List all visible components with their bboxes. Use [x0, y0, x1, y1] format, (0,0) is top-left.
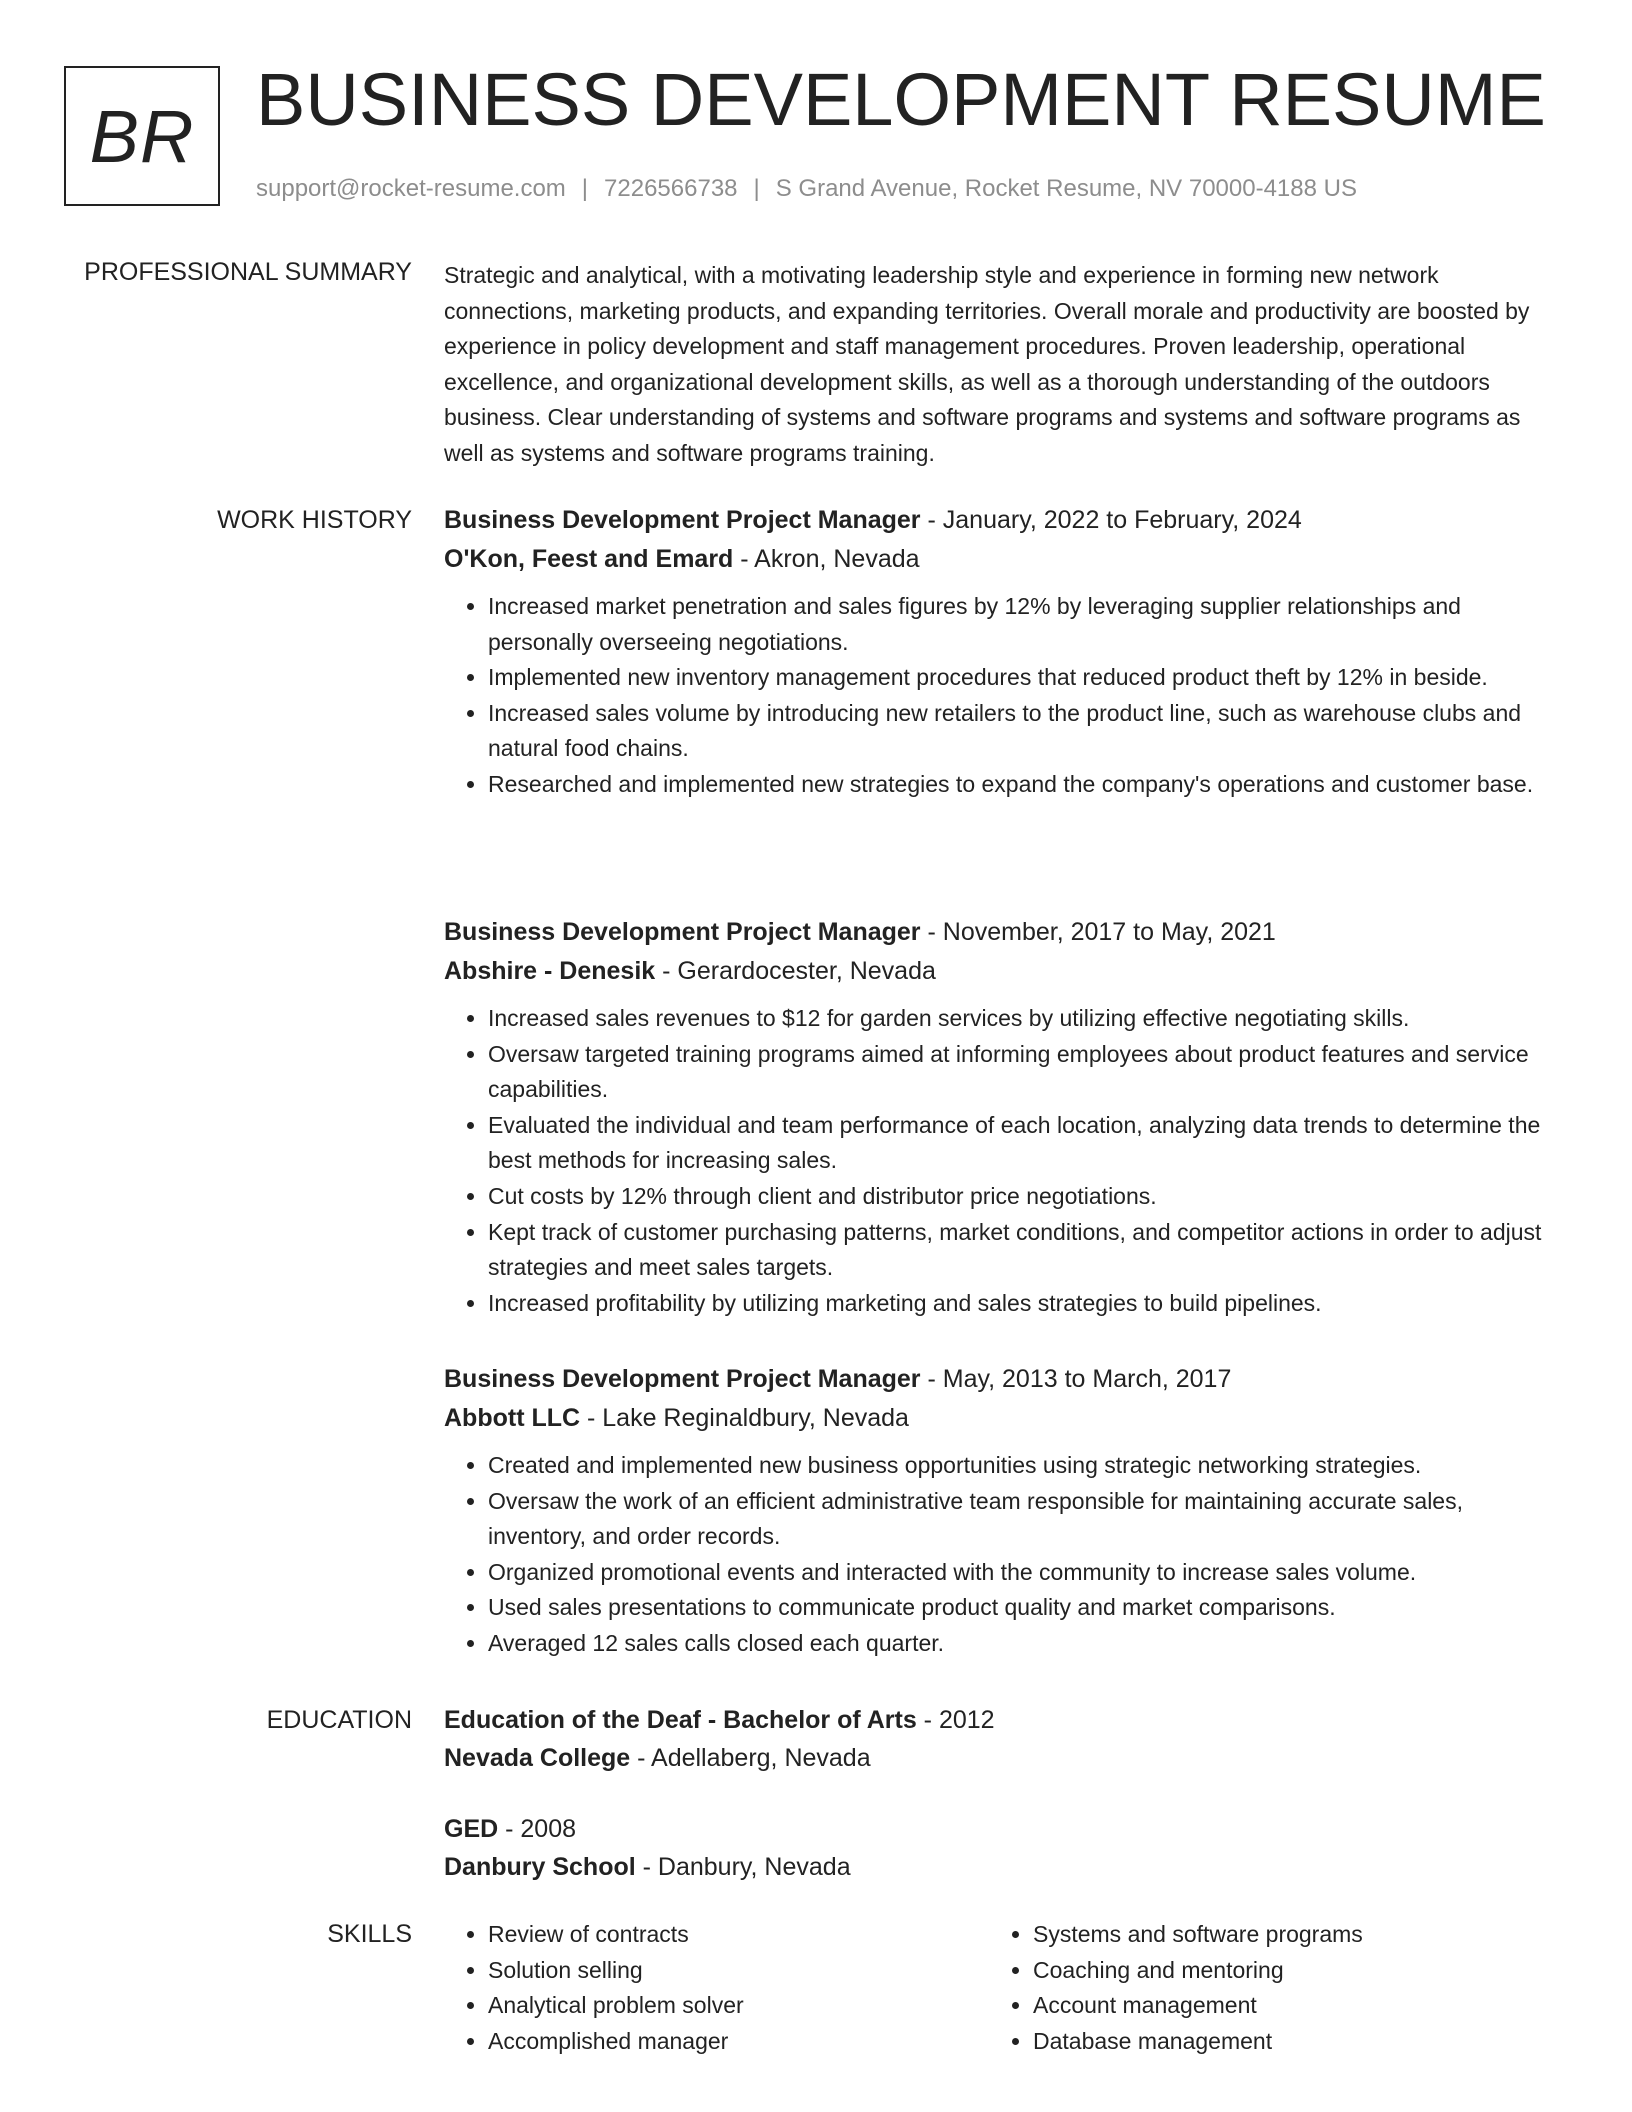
- skills-columns: [444, 1917, 1556, 2059]
- job-dates: - November, 2017 to May, 2021: [920, 918, 1276, 946]
- contact-address: S Grand Avenue, Rocket Resume, NV 70000-4188 US: [775, 175, 1357, 202]
- skills-column-right: [989, 1917, 1534, 2059]
- education-location: - Danbury, Nevada: [635, 1853, 851, 1881]
- skills-list: [444, 1917, 989, 2059]
- summary-section: [444, 258, 1556, 472]
- job-bullet: • Implemented new inventory management procedures that reduced product theft by 12% in beside.: [488, 660, 1556, 696]
- contact-line: [256, 174, 1357, 204]
- job-dates: - May, 2013 to March, 2017: [920, 1365, 1232, 1393]
- section-label-summary: PROFESSIONAL SUMMARY: [84, 258, 412, 286]
- job-bullet: • Increased sales volume by introducing new retailers to the product line, such as warehouse clubs and natural food chains.: [488, 696, 1556, 767]
- job-bullet: • Increased profitability by utilizing marketing and sales strategies to build pipelines.: [488, 1286, 1556, 1322]
- job-bullets: [444, 1448, 1556, 1662]
- education-year: - 2008: [498, 1815, 577, 1843]
- summary-text: Strategic and analytical, with a motivating leadership style and experience in forming new network connections, marketing products, and expanding territories. Overall morale and productivity are boosted by experience in policy development and staff management procedures. Proven leadership, operational excellence, and organizational development skills, as well as a thorough understanding of the outdoors business. Clear understanding of systems and software programs and systems and software programs as well as systems and software programs training.: [444, 262, 1530, 466]
- education-degree-line: [444, 1701, 1556, 1739]
- skills-column-left: [444, 1917, 989, 2059]
- contact-phone: 7226566738: [604, 175, 738, 202]
- education-school-line: [444, 1848, 1556, 1886]
- job-bullet: • Used sales presentations to communicate product quality and market comparisons.: [488, 1590, 1556, 1626]
- skill-item: • Account management: [1033, 1988, 1534, 2024]
- skill-item: • Analytical problem solver: [488, 1988, 989, 2024]
- job-entry: [444, 501, 1556, 803]
- job-location: - Gerardocester, Nevada: [655, 957, 936, 985]
- section-label-skills: SKILLS: [327, 1920, 412, 1948]
- education-degree: GED: [444, 1815, 499, 1843]
- job-bullet: • Created and implemented new business opportunities using strategic networking strategies.: [488, 1448, 1556, 1484]
- skill-item: • Solution selling: [488, 1953, 989, 1989]
- job-bullet: • Organized promotional events and interacted with the community to increase sales volume.: [488, 1555, 1556, 1591]
- skills-list: [989, 1917, 1534, 2059]
- contact-separator: |: [581, 175, 589, 202]
- job-bullet: • Researched and implemented new strategies to expand the company's operations and customer base.: [488, 767, 1556, 803]
- job-title-line: [444, 913, 1556, 952]
- job-title: Business Development Project Manager: [444, 918, 921, 946]
- skill-item: • Database management: [1033, 2024, 1534, 2060]
- contact-email: support@rocket-resume.com: [256, 175, 566, 202]
- job-dates: - January, 2022 to February, 2024: [920, 506, 1302, 534]
- education-entry: [444, 1701, 1556, 1777]
- education-entry: [444, 1810, 1556, 1886]
- job-company: Abbott LLC: [444, 1404, 581, 1432]
- job-title: Business Development Project Manager: [444, 506, 921, 534]
- monogram-box: [64, 66, 220, 206]
- skill-item: • Coaching and mentoring: [1033, 1953, 1534, 1989]
- job-bullet: • Oversaw the work of an efficient administrative team responsible for maintaining accurate sales, inventory, and order records.: [488, 1484, 1556, 1555]
- contact-separator: |: [753, 175, 760, 202]
- skill-item: • Review of contracts: [488, 1917, 989, 1953]
- job-bullet: • Oversaw targeted training programs aimed at informing employees about product features and service capabilities.: [488, 1037, 1556, 1108]
- job-company: O'Kon, Feest and Emard: [444, 545, 734, 573]
- job-entry: [444, 1360, 1556, 1662]
- job-company-line: [444, 952, 1556, 991]
- job-bullet: • Cut costs by 12% through client and distributor price negotiations.: [488, 1179, 1556, 1215]
- skill-item: • Accomplished manager: [488, 2024, 989, 2060]
- education-school-line: [444, 1739, 1556, 1777]
- skills-section: [444, 1917, 1556, 2059]
- job-title: Business Development Project Manager: [444, 1365, 921, 1393]
- job-company-line: [444, 540, 1556, 579]
- education-year: - 2012: [916, 1706, 995, 1734]
- section-label-education: EDUCATION: [266, 1706, 412, 1734]
- job-title-line: [444, 1360, 1556, 1399]
- skill-item: • Systems and software programs: [1033, 1917, 1534, 1953]
- education-degree-line: [444, 1810, 1556, 1848]
- resume-title: BUSINESS DEVELOPMENT RESUME: [256, 58, 1546, 141]
- education-school: Danbury School: [444, 1853, 636, 1881]
- job-bullets: [444, 589, 1556, 803]
- job-company-line: [444, 1399, 1556, 1438]
- job-bullet: • Evaluated the individual and team performance of each location, analyzing data trends to determine the best methods for increasing sales.: [488, 1108, 1556, 1179]
- job-bullet: • Increased market penetration and sales figures by 12% by leveraging supplier relationships and personally overseeing negotiations.: [488, 589, 1556, 660]
- job-bullet: • Kept track of customer purchasing patterns, market conditions, and competitor actions in order to adjust strategies and meet sales targets.: [488, 1215, 1556, 1286]
- monogram-initials: BR: [89, 94, 195, 178]
- education-school: Nevada College: [444, 1744, 631, 1772]
- job-bullets: [444, 1001, 1556, 1321]
- education-degree: Education of the Deaf - Bachelor of Arts: [444, 1706, 917, 1734]
- job-bullet: • Increased sales revenues to $12 for garden services by utilizing effective negotiating skills.: [488, 1001, 1556, 1037]
- education-location: - Adellaberg, Nevada: [630, 1744, 871, 1772]
- job-location: - Akron, Nevada: [733, 545, 920, 573]
- job-entry: [444, 913, 1556, 1321]
- job-company: Abshire - Denesik: [444, 957, 656, 985]
- section-label-work: WORK HISTORY: [217, 506, 412, 534]
- job-bullet: • Averaged 12 sales calls closed each quarter.: [488, 1626, 1556, 1662]
- job-location: - Lake Reginaldbury, Nevada: [580, 1404, 909, 1432]
- job-title-line: [444, 501, 1556, 540]
